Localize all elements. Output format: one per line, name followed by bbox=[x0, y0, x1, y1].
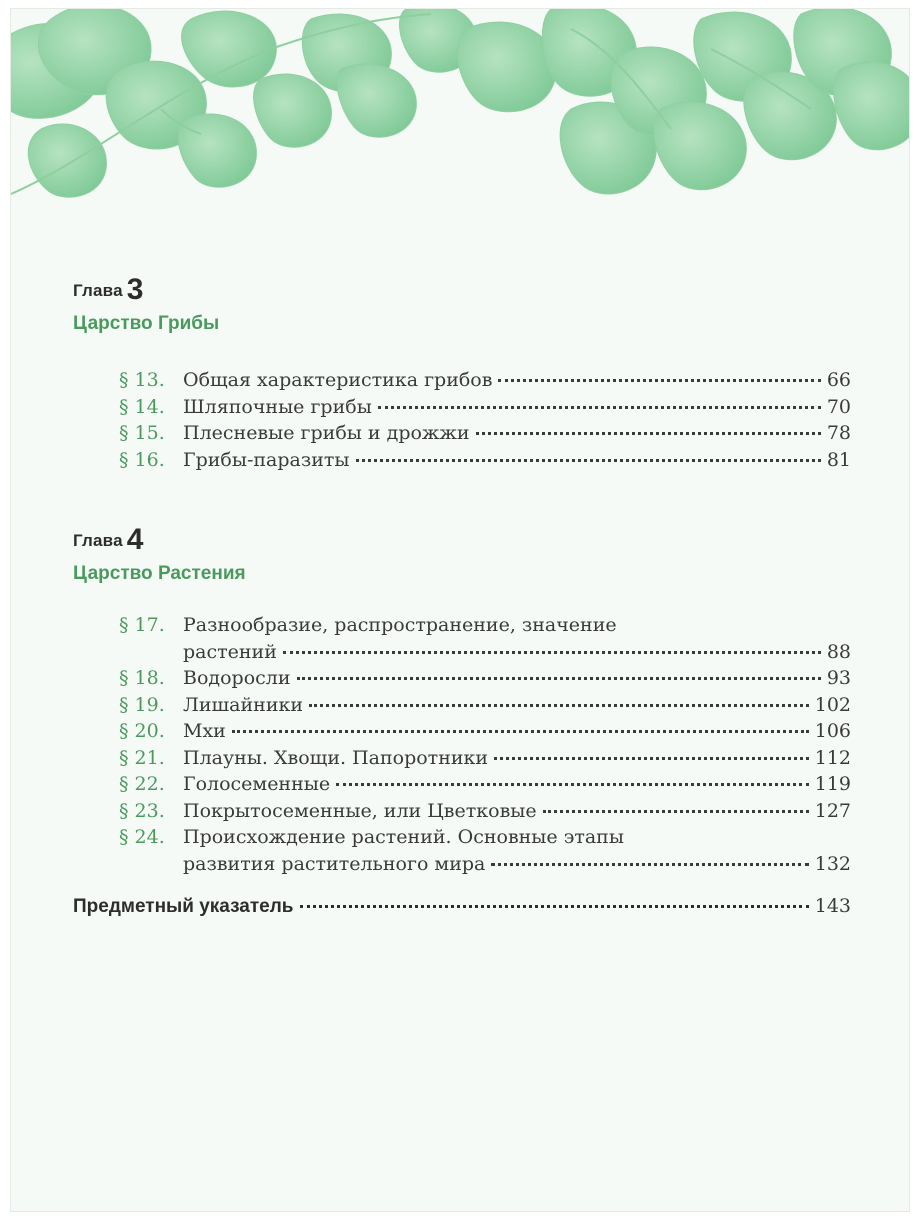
chapter-word: Глава bbox=[73, 531, 123, 550]
chapter-word: Глава bbox=[73, 281, 123, 300]
section-number: § 23. bbox=[119, 799, 165, 822]
page-number: 66 bbox=[826, 369, 851, 391]
toc-entry[interactable] bbox=[119, 367, 851, 394]
section-title-cont: развития растительного мира bbox=[183, 852, 486, 875]
page-number: 78 bbox=[826, 422, 851, 444]
toc-entry[interactable] bbox=[119, 824, 851, 877]
toc-entry[interactable] bbox=[119, 394, 851, 421]
chapter-title: Царство Растения bbox=[73, 563, 246, 584]
page-number: 102 bbox=[814, 693, 851, 716]
section-number: § 20. bbox=[119, 720, 165, 742]
toc-entry[interactable] bbox=[119, 745, 851, 772]
section-title: Лишайники bbox=[183, 693, 304, 716]
section-title: Водоросли bbox=[183, 667, 291, 689]
dot-leader bbox=[498, 379, 820, 382]
dot-leader bbox=[300, 905, 809, 908]
page-number: 81 bbox=[826, 448, 851, 471]
dot-leader bbox=[378, 406, 821, 409]
book-page bbox=[11, 9, 909, 1211]
toc-entry[interactable] bbox=[119, 798, 851, 825]
chapter-number: 3 bbox=[126, 273, 144, 306]
dot-leader bbox=[232, 730, 809, 733]
section-number: § 13. bbox=[119, 369, 165, 391]
chapter-4-entries bbox=[119, 612, 851, 877]
section-title: Плесневые грибы и дрожжи bbox=[183, 422, 470, 444]
section-title: Грибы-паразиты bbox=[183, 448, 350, 471]
toc-entry[interactable] bbox=[119, 718, 851, 745]
section-title: Шляпочные грибы bbox=[183, 395, 372, 418]
section-title: Общая характеристика грибов bbox=[183, 369, 493, 391]
section-title: Разнообразие, распространение, значение bbox=[183, 614, 617, 636]
page-number: 132 bbox=[814, 852, 851, 875]
section-number: § 16. bbox=[119, 448, 165, 471]
toc-entry[interactable] bbox=[119, 612, 851, 665]
toc-entry[interactable] bbox=[119, 771, 851, 798]
subject-index-entry[interactable] bbox=[73, 895, 851, 918]
dot-leader bbox=[491, 863, 808, 866]
section-number: § 19. bbox=[119, 693, 165, 716]
chapter-title: Царство Грибы bbox=[73, 313, 220, 334]
section-title: Покрытосеменные, или Цветковые bbox=[183, 799, 537, 822]
chapter-heading bbox=[73, 523, 143, 557]
section-number: § 17. bbox=[119, 614, 165, 636]
dot-leader bbox=[476, 432, 821, 435]
dot-leader bbox=[309, 704, 809, 707]
section-title: Плауны. Хвощи. Папоротники bbox=[183, 746, 489, 769]
section-title: Происхождение растений. Основные этапы bbox=[183, 826, 624, 848]
subject-index-label: Предметный указатель bbox=[73, 896, 294, 917]
page-number: 70 bbox=[826, 395, 851, 418]
page-number: 112 bbox=[814, 746, 851, 769]
dot-leader bbox=[336, 783, 809, 786]
dot-leader bbox=[356, 459, 821, 462]
page-number: 143 bbox=[814, 895, 851, 917]
section-number: § 14. bbox=[119, 395, 165, 418]
page-number: 127 bbox=[814, 799, 851, 822]
dot-leader bbox=[283, 651, 821, 654]
chapter-heading bbox=[73, 273, 143, 307]
section-number: § 18. bbox=[119, 667, 165, 689]
section-number: § 24. bbox=[119, 826, 165, 848]
section-number: § 15. bbox=[119, 422, 165, 444]
toc-entry[interactable] bbox=[119, 665, 851, 692]
section-title: Голосеменные bbox=[183, 773, 331, 795]
section-number: § 22. bbox=[119, 773, 165, 795]
page-number: 119 bbox=[814, 773, 851, 795]
toc-entry[interactable] bbox=[119, 420, 851, 447]
section-title-cont: растений bbox=[183, 640, 277, 663]
toc-entry[interactable] bbox=[119, 447, 851, 474]
chapter-number: 4 bbox=[126, 523, 144, 556]
toc-entry[interactable] bbox=[119, 692, 851, 719]
chapter-3-entries bbox=[119, 367, 851, 473]
page-number: 106 bbox=[814, 720, 851, 742]
section-number: § 21. bbox=[119, 746, 165, 769]
page-number: 93 bbox=[826, 667, 851, 689]
section-title: Мхи bbox=[183, 720, 226, 742]
dot-leader bbox=[297, 677, 821, 680]
dot-leader bbox=[494, 757, 809, 760]
dot-leader bbox=[543, 810, 809, 813]
table-of-contents bbox=[11, 9, 909, 1211]
page-number: 88 bbox=[826, 640, 851, 663]
